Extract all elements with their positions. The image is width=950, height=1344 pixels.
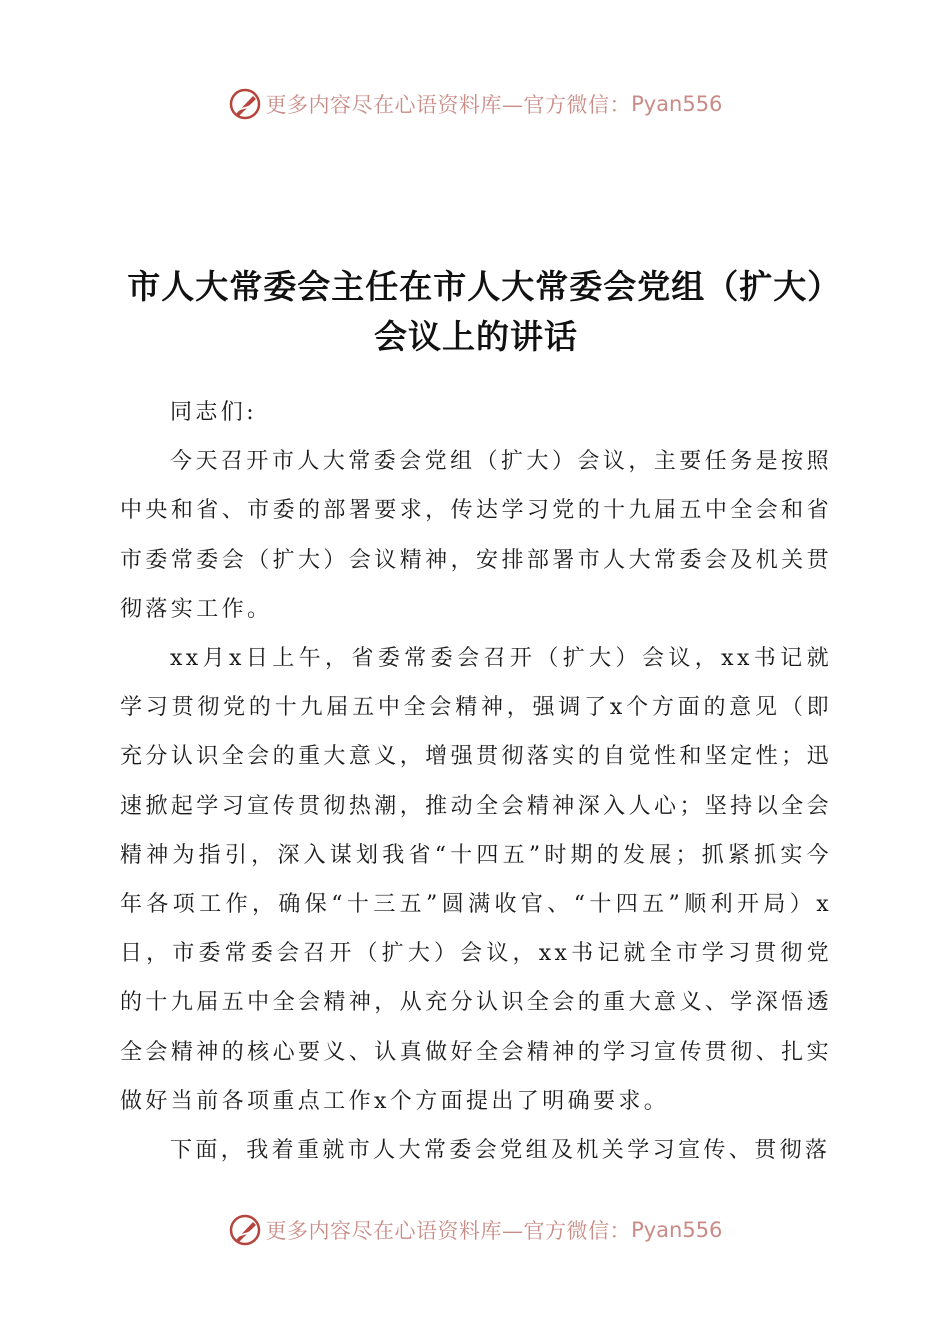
pen-logo-icon [228,1213,262,1247]
footer-banner [0,1208,950,1252]
document-title: 市人大常委会主任在市人大常委会党组（扩大）会议上的讲话 [127,267,825,356]
paragraph: 今天召开市人大常委会党组（扩大）会议，主要任务是按照中央和省、市委的部署要求，传达学习党的十九届五中全会和省市委常委会（扩大）会议精神，安排部署市人大常委会及机关贯彻落实工作。 [120,449,832,622]
wechat-id: Pyan556 [631,92,723,116]
paragraph: xx月x日上午，省委常委会召开（扩大）会议，xx书记就学习贯彻党的十九届五中全会精神，强调了x个方面的意见（即充分认识全会的重大意义，增强贯彻落实的自觉性和坚定性；迅速掀起学习宣传贯彻热潮，推动全会精神深入人心；坚持以全会精神为指引，深入谋划我省“十四五”时期的发展；抓紧抓实今年各项工作，确保“十三五”圆满收官、“十四五”顺利开局）x日，市委常委会召开（扩大）会议，xx书记就全市学习贯彻党的十九届五中全会精神，从充分认识全会的重大意义、学深悟透全会精神的核心要义、认真做好全会精神的学习宣传贯彻、扎实做好当前各项重点工作x个方面提出了明确要求。 [120,646,832,1114]
document-body [120,388,832,1175]
salutation: 同志们: [170,400,258,425]
pen-logo-icon [228,87,262,121]
header-banner [0,82,950,126]
banner-text: 更多内容尽在心语资料库—官方微信： [265,93,632,117]
paragraph: 下面，我着重就市人大常委会党组及机关学习宣传、贯彻落 [170,1138,831,1164]
banner-text: 更多内容尽在心语资料库—官方微信： [265,1219,632,1243]
wechat-id: Pyan556 [631,1218,723,1242]
